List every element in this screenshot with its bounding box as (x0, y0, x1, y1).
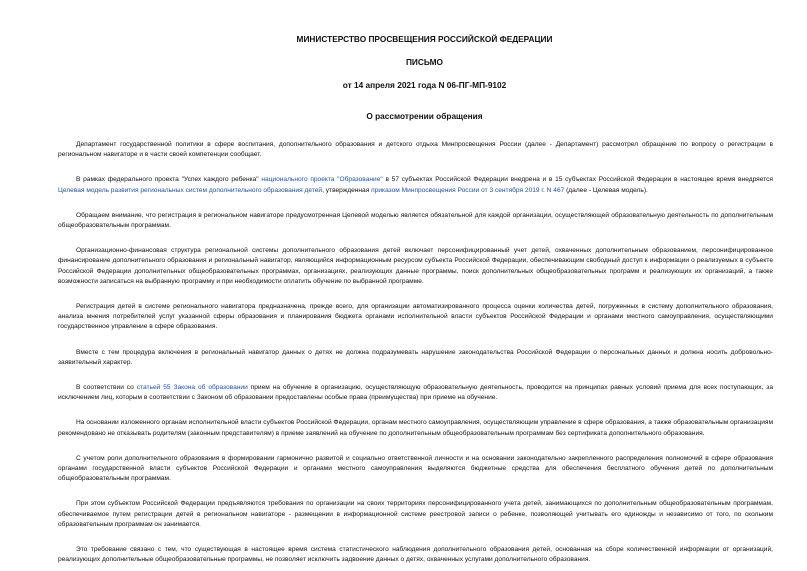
paragraph-9: С учетом роли дополнительного образования в формировании гармонично развитой и социально ответственной личности и на основании законодательно закрепленного распределения полномочий в сфере образования органами государственной власти субъектов Российской Федерации и органами местного самоуправления выделяются бюджетные средства для обеспечения бесплатного обучения детей по дополнительным общеобразовательным программам. (58, 454, 773, 483)
paragraph-2-text-4: (далее - Целевая модель). (564, 186, 648, 194)
paragraph-5: Регистрация детей в системе регионального навигатора предназначена, прежде всего, для организации автоматизированного процесса оценки количества детей, погруженных в систему дополнительного образования, анализа мнения потребителей услуг указанной сферы образования и планирования бюджета органами исполнительной власти субъектов Российской Федерации и органами местного самоуправления, осуществляющими государственное управление в сфере образования. (58, 303, 773, 331)
paragraph-10: При этом субъектом Российской Федерации предъявляются требования по организации на своих территориях персонифицированного учета детей, занимающихся по дополнительным общеобразовательным программам, обеспечиваемое путем регистрации детей в региональном навигаторе - размещении в информационной системе реестровой записи о ребенке, позволяющей учитывать его единожды и независимо от того, по скольким образовательным программам он занимается. (58, 500, 773, 528)
paragraph-1: Департамент государственной политики в сфере воспитания, дополнительного образования и детского отдыха Минпросвещения России (далее - Департамент) рассмотрел обращение по вопросу о регистрации в региональном навигаторе и в части своей компетенции сообщает. (58, 141, 773, 159)
link-order-467[interactable]: приказом Минпросвещения России от 3 сентября 2019 г. N 467 (371, 186, 565, 194)
link-article-55[interactable]: статьей 55 Закона об образовании (136, 384, 248, 392)
paragraph-4: Организационно-финансовая структура региональной системы дополнительного образования детей включает персонифицированный учет детей, охваченных дополнительным образованием, персонифицированное финансирование дополнительного образования и региональный навигатор, являющийся информационным ресурсом субъекта Российской Федерации, обеспечивающим свободный доступ к информации о реализуемых в субъекте Российской Федерации дополнительных общеобразовательных программах, организациях, реализующих данные программы, поиск дополнительных общеобразовательных программ и реализующих их организаций, а также возможности записаться на выбранную программу и при необходимости оплатить обучение по выбранной программе. (58, 247, 773, 285)
link-target-model[interactable]: Целевая модель развития региональных систем дополнительного образования детей (58, 186, 323, 194)
paragraph-7 (58, 383, 773, 403)
document-type: ПИСЬМО (405, 57, 444, 67)
paragraph-6: Вместе с тем процедура включения в региональный навигатор данных о детях не должна подразумевать нарушение законодательства Российской Федерации о персональных данных и должна носить добровольно-заявительный характер. (58, 348, 773, 366)
paragraph-7-text-1: В соответствии со (76, 384, 137, 392)
document-date-number: от 14 апреля 2021 года N 06-ПГ-МП-9102 (342, 80, 507, 90)
paragraph-7-text-2: прием на обучение в организацию, осуществляющую образовательную деятельность, проводится на принципах равных условий приема для всех поступающих, за исключением лиц, которым в соответствии с Законом об образовании предоставлены особые права (преимущества) при приеме на обучение. (58, 384, 774, 402)
paragraph-11: Это требование связано с тем, что существующая в настоящее время система статистического наблюдения дополнительного образования детей, основанная на сборе количественной информации от организаций, реализующих дополнительные общеобразовательные программы, не позволяет исключить задвоение данных о детях, охваченных услугами дополнительного образования. (58, 546, 773, 564)
paragraph-3: Обращаем внимание, что регистрация в региональном навигаторе предусмотренная Целевой моделью является обязательной для каждой организации, осуществляющей образовательную деятельность по дополнительным общеобразовательным программам. (58, 211, 773, 230)
paragraph-2 (58, 175, 773, 195)
paragraph-2-text-2: в 57 субъектах Российской Федерации внедрена и в 15 субъектах Российской Федерации в настоящее время внедряется (382, 176, 773, 184)
paragraph-2-text-3: , утвержденная (322, 186, 372, 194)
document-subject: О рассмотрении обращения (366, 111, 483, 121)
document-body (58, 140, 773, 565)
paragraph-8: На основании изложенного органам исполнительной власти субъектов Российской Федерации, органам местного самоуправления, осуществляющим управление в сфере образования, а также образовательным организациям рекомендовано не отказывать родителям (законным представителям) в приеме заявлений на обучение по дополнительным общеобразовательным программам без сертификата дополнительного образования. (58, 419, 773, 437)
ministry-heading: МИНИСТЕРСТВО ПРОСВЕЩЕНИЯ РОССИЙСКОЙ ФЕДЕРАЦИИ (296, 34, 553, 44)
paragraph-2-text-1: В рамках федерального проекта "Успех каждого ребенка" (76, 176, 262, 184)
link-national-project[interactable]: национального проекта "Образование" (261, 176, 383, 184)
